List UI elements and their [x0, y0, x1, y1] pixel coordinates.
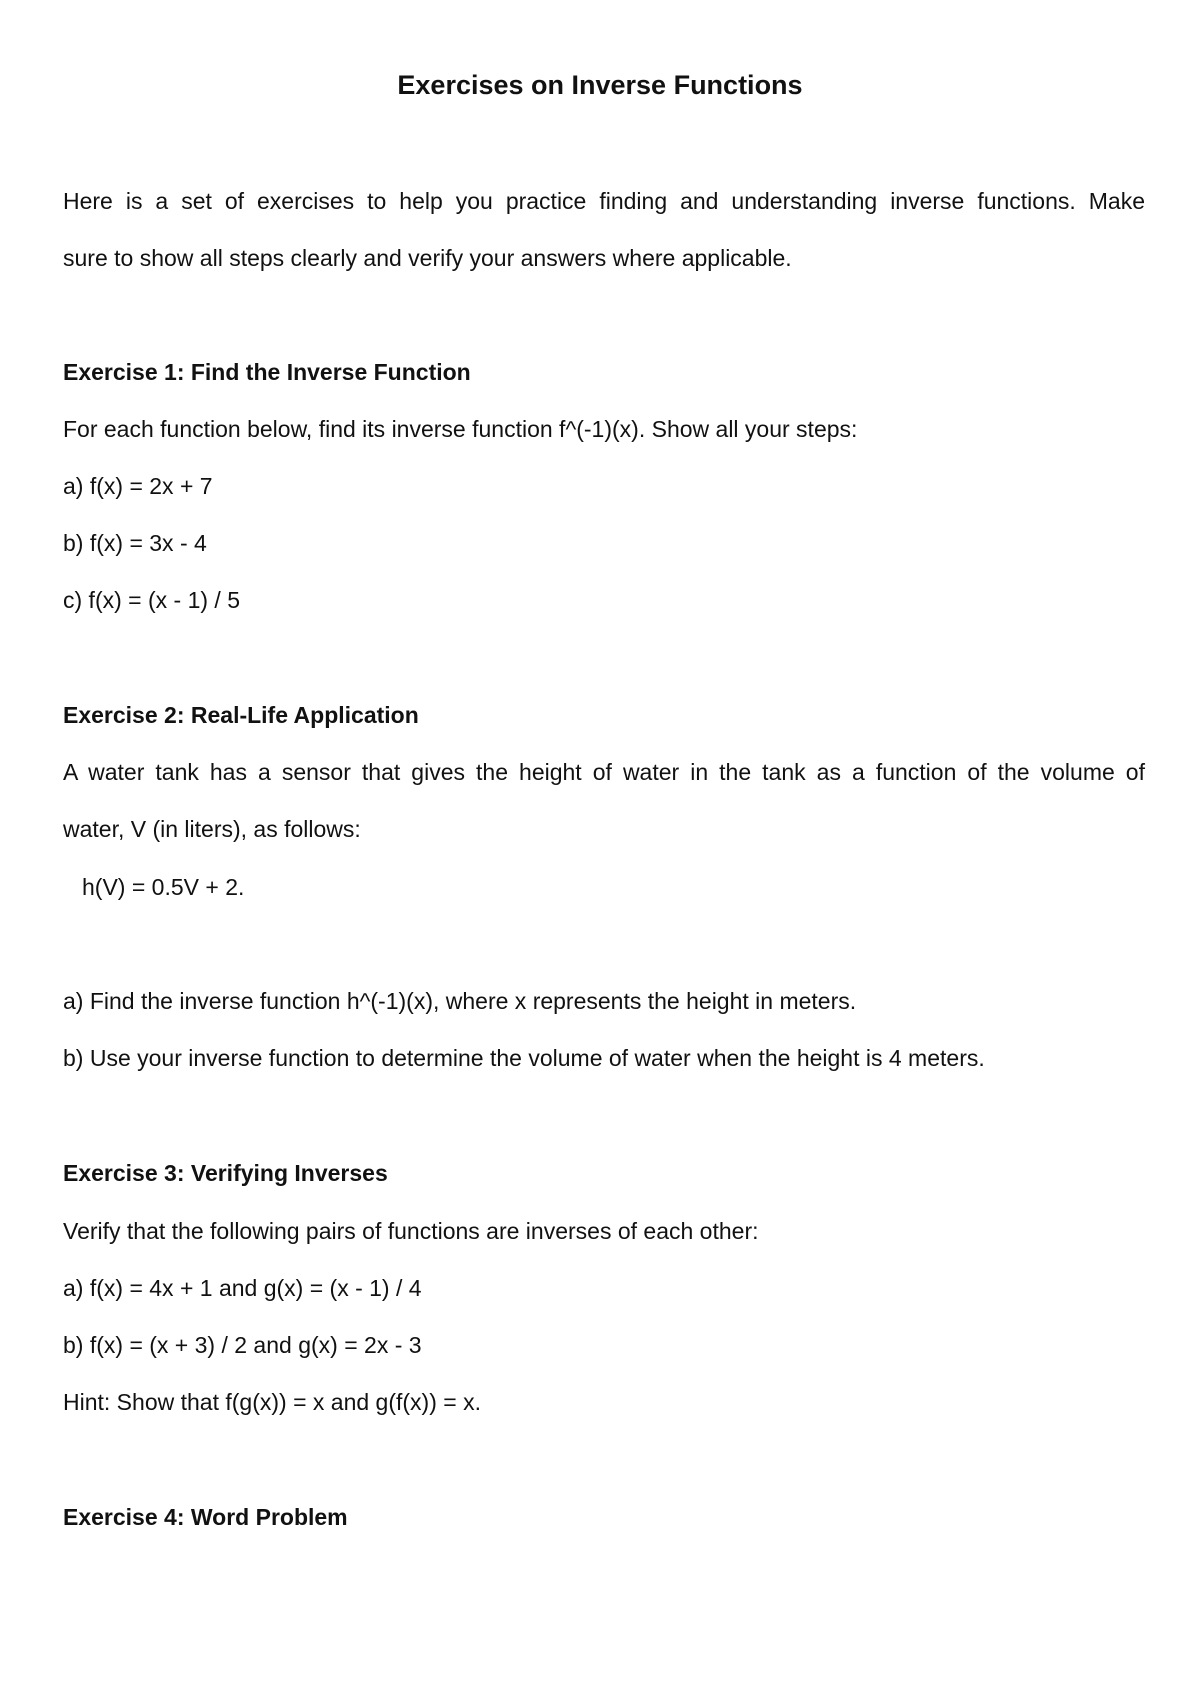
exercise-2-formula: h(V) = 0.5V + 2. [82, 874, 245, 900]
exercise-1-prompt: For each function below, find its inverse function f^(-1)(x). Show all your steps: [63, 416, 858, 442]
exercise-4-heading: Exercise 4: Word Problem [63, 1504, 348, 1530]
exercise-2-item-a: a) Find the inverse function h^(-1)(x), where x represents the height in meters. [63, 988, 857, 1014]
intro-line-2: sure to show all steps clearly and verify your answers where applicable. [63, 245, 792, 271]
exercise-2-prompt-line-2: water, V (in liters), as follows: [63, 816, 361, 842]
exercise-2-prompt-line-1: A water tank has a sensor that gives the height of water in the tank as a function of the volume of [63, 759, 1145, 785]
exercise-1-item-a: a) f(x) = 2x + 7 [63, 473, 213, 499]
exercise-1-heading: Exercise 1: Find the Inverse Function [63, 359, 471, 385]
exercise-1-item-b: b) f(x) = 3x - 4 [63, 530, 207, 556]
exercise-3-item-a: a) f(x) = 4x + 1 and g(x) = (x - 1) / 4 [63, 1275, 422, 1301]
exercise-1-item-c: c) f(x) = (x - 1) / 5 [63, 587, 240, 613]
exercise-3-hint: Hint: Show that f(g(x)) = x and g(f(x)) = x. [63, 1389, 481, 1415]
exercise-3-item-b: b) f(x) = (x + 3) / 2 and g(x) = 2x - 3 [63, 1332, 422, 1358]
exercise-2-heading: Exercise 2: Real-Life Application [63, 702, 419, 728]
intro-line-1: Here is a set of exercises to help you practice finding and understanding inverse functions. Make [63, 188, 1145, 214]
exercise-2-item-b: b) Use your inverse function to determine the volume of water when the height is 4 meters. [63, 1045, 985, 1071]
document-title: Exercises on Inverse Functions [397, 70, 803, 100]
exercise-3-heading: Exercise 3: Verifying Inverses [63, 1160, 388, 1186]
exercise-3-prompt: Verify that the following pairs of functions are inverses of each other: [63, 1218, 759, 1244]
